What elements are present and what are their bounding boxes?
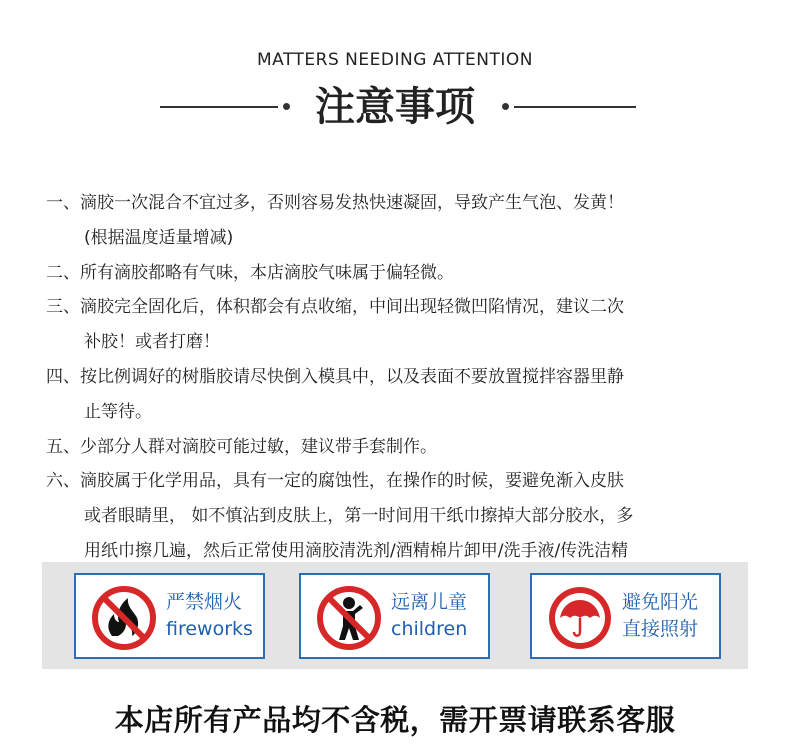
sign-label-en: children bbox=[391, 618, 468, 640]
note-line: 三、滴胶完全固化后，体积都会有点收缩，中间出现轻微凹陷情况，建议二次 bbox=[46, 297, 624, 318]
note-line: 四、按比例调好的树脂胶请尽快倒入模具中，以及表面不要放置搅拌容器里静 bbox=[46, 366, 624, 387]
decorative-dot-left bbox=[283, 103, 290, 110]
header-english-title: MATTERS NEEDING ATTENTION bbox=[256, 50, 534, 70]
note-line: 六、滴胶属于化学用品，具有一定的腐蚀性，在操作的时候，要避免渐入皮肤 bbox=[46, 471, 624, 492]
page-title: 注意事项 bbox=[315, 84, 475, 130]
decorative-line-left bbox=[160, 106, 278, 108]
decorative-dot-right bbox=[502, 103, 509, 110]
note-line: 或者眼睛里， 如不慎沾到皮肤上，第一时间用干纸巾擦掉大部分胶水，多 bbox=[84, 506, 634, 527]
note-line: 用纸巾擦几遍，然后正常使用滴胶清洗剂/酒精棉片卸甲/洗手液/传洗洁精 bbox=[84, 540, 629, 561]
sign-label-cn: 避免阳光 bbox=[622, 591, 699, 613]
header-title-row bbox=[0, 82, 790, 132]
sign-no-fire bbox=[74, 573, 265, 659]
sign-label-cn-2: 直接照射 bbox=[622, 618, 699, 640]
sign-label-cn: 远离儿童 bbox=[391, 591, 468, 613]
sign-label-cn: 严禁烟火 bbox=[166, 591, 243, 613]
note-line: 五、少部分人群对滴胶可能过敏，建议带手套制作。 bbox=[46, 436, 437, 457]
umbrella-icon bbox=[546, 584, 614, 652]
notes-list bbox=[46, 186, 746, 569]
note-line: 一、滴胶一次混合不宜过多，否则容易发热快速凝固，导致产生气泡、发黄！ bbox=[46, 193, 624, 213]
decorative-line-right bbox=[514, 106, 636, 108]
sign-label-en: fireworks bbox=[166, 618, 253, 640]
no-fire-icon bbox=[90, 584, 158, 652]
note-line: 止等待。 bbox=[84, 401, 152, 422]
no-children-icon bbox=[315, 584, 383, 652]
sign-avoid-sunlight bbox=[530, 573, 721, 659]
note-line: 二、所有滴胶都略有气味，本店滴胶气味属于偏轻微。 bbox=[46, 262, 454, 283]
note-line: (根据温度适量增减) bbox=[84, 227, 234, 248]
footer-tax-notice: 本店所有产品均不含税，需开票请联系客服 bbox=[114, 703, 676, 737]
note-line: 补胶！或者打磨！ bbox=[84, 332, 220, 353]
warning-signs-panel bbox=[42, 562, 748, 669]
sign-no-children bbox=[299, 573, 490, 659]
